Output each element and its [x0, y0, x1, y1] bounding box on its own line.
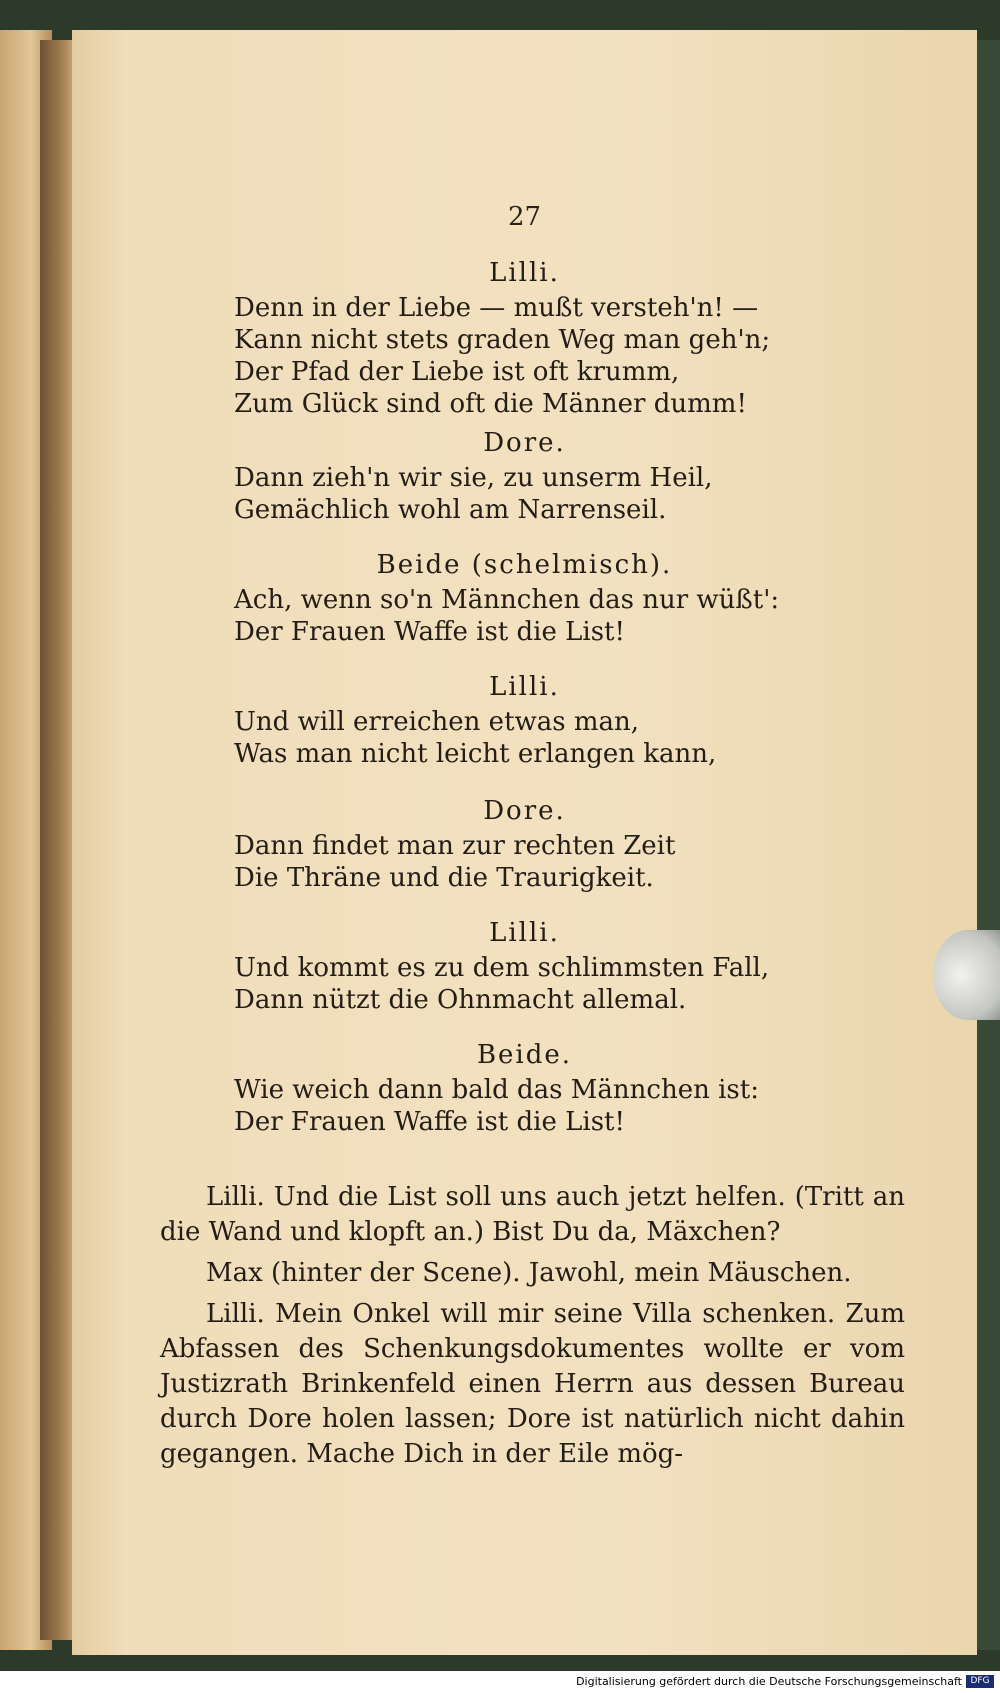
verse-line: Dann findet man zur rechten Zeit: [234, 831, 676, 861]
speaker-heading: Beide.: [476, 1040, 573, 1070]
verse-stanza: [234, 706, 716, 770]
speaker-heading: Dore.: [483, 428, 566, 458]
verse-line: Zum Glück sind oft die Männer dumm!: [234, 389, 747, 419]
verse-line: Denn in der Liebe — mußt versteh'n! —: [234, 293, 759, 323]
verse-line: Wie weich dann bald das Männchen ist:: [234, 1075, 759, 1105]
verse-line: Die Thräne und die Traurigkeit.: [234, 863, 654, 893]
speaker-heading: Dore.: [483, 796, 566, 826]
prose-paragraph: Lilli. Mein Onkel will mir seine Villa schenken. Zum Abfassen des Schenkungsdokumentes wollte er vom Justizrath Brinkenfeld einen Herrn aus dessen Bureau durch Dore holen lassen; Dore ist natürlich nicht dahin gegangen. Mache Dich in der Eile mög-: [160, 1299, 905, 1469]
verse-stanza: [234, 1074, 759, 1138]
verse-stanza: [234, 462, 712, 526]
verse-line: Der Pfad der Liebe ist oft krumm,: [234, 357, 680, 387]
book-cover-edge: [975, 40, 1000, 1650]
verse-line: Ach, wenn so'n Männchen das nur wüßt':: [234, 585, 780, 615]
verse-line: Der Frauen Waffe ist die List!: [234, 617, 625, 647]
verse-line: Gemächlich wohl am Narrenseil.: [234, 495, 667, 525]
footer-credit: Digitalisierung gefördert durch die Deutsche Forschungsgemeinschaft: [576, 1675, 962, 1688]
prose-paragraph: Lilli. Und die List soll uns auch jetzt helfen. (Tritt an die Wand und klopft an.) Bist Du da, Mäxchen?: [160, 1182, 905, 1247]
verse-line: Kann nicht stets graden Weg man geh'n;: [234, 325, 771, 355]
footer-bar: [0, 1671, 1000, 1693]
verse-line: Und kommt es zu dem schlimmsten Fall,: [234, 953, 770, 983]
verse-line: Und will erreichen etwas man,: [234, 707, 640, 737]
speaker-heading: Lilli.: [489, 672, 560, 702]
speaker-heading: Lilli.: [489, 918, 560, 948]
verse-stanza: [234, 292, 770, 420]
verse-line: Dann nützt die Ohnmacht allemal.: [234, 985, 687, 1015]
verse-line: Dann zieh'n wir sie, zu unserm Heil,: [234, 463, 713, 493]
prose-section: [160, 1180, 905, 1478]
page-number: 27: [507, 202, 542, 232]
speaker-heading: Beide (schelmisch).: [376, 550, 673, 580]
page-clip: [933, 930, 1000, 1020]
verse-line: Der Frauen Waffe ist die List!: [234, 1107, 625, 1137]
verse-line: Was man nicht leicht erlangen kann,: [234, 739, 717, 769]
verse-stanza: [234, 830, 675, 894]
verse-stanza: [234, 952, 769, 1016]
prose-paragraph: Max (hinter der Scene). Jawohl, mein Mäuschen.: [206, 1258, 852, 1288]
dfg-logo: DFG: [966, 1675, 994, 1688]
book-page: [72, 30, 977, 1655]
speaker-heading: Lilli.: [489, 258, 560, 288]
verse-stanza: [234, 584, 779, 648]
